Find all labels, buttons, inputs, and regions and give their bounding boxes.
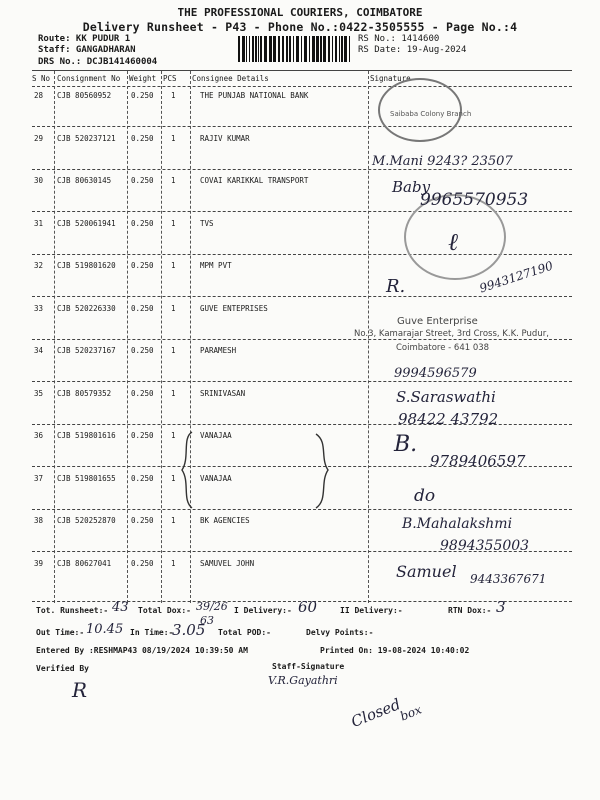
barcode-bar	[264, 36, 267, 62]
table-row	[32, 346, 572, 386]
barcode-bar	[289, 36, 291, 62]
row-pcs: 1	[171, 261, 176, 270]
row-weight: 0.250	[131, 474, 154, 483]
handwritten-signature: ℓ	[448, 228, 458, 256]
row-sno: 35	[34, 389, 44, 398]
col-consignee: Consignee Details	[192, 74, 269, 83]
col-consignment: Consignment No	[57, 74, 121, 83]
barcode	[238, 36, 350, 62]
barcode-bar	[332, 36, 333, 62]
row-sno: 29	[34, 134, 44, 143]
row-sno: 32	[34, 261, 44, 270]
row-consignee: VANAJAA	[200, 474, 232, 483]
handwritten-signature: R.	[386, 276, 406, 297]
row-sno: 36	[34, 431, 44, 440]
table-header	[32, 74, 572, 86]
row-consignment: CJB 520237121	[57, 134, 116, 143]
out-time-value: 10.45	[86, 622, 124, 637]
staff-signature: V.R.Gayathri	[268, 674, 338, 687]
row-consignee: SAMUVEL JOHN	[200, 559, 255, 568]
handwritten-ditto: do	[414, 486, 436, 506]
row-consignee: VANAJAA	[200, 431, 232, 440]
total-dox-value: 39/26	[196, 600, 228, 613]
handwritten-phone: 9443367671	[470, 572, 547, 586]
barcode-bar	[328, 36, 330, 62]
handwritten-signature: B.	[394, 432, 418, 457]
entered-by: Entered By :RESHMAP43 08/19/2024 10:39:50 AM	[36, 646, 248, 655]
barcode-bar	[316, 36, 319, 62]
row-pcs: 1	[171, 389, 176, 398]
barcode-bar	[341, 36, 343, 62]
brace-mark	[176, 428, 336, 512]
barcode-bar	[242, 36, 245, 62]
handwritten-signature: S.Saraswathi	[396, 388, 496, 406]
closed-note-2: box	[398, 702, 424, 724]
handwritten-phone: 9943127190	[477, 258, 555, 296]
handwritten-phone: 9789406597	[430, 452, 526, 470]
row-divider	[32, 126, 572, 127]
tot-runsheet-value: 43	[112, 600, 129, 615]
rtn-dox-label: RTN Dox:-	[448, 606, 492, 615]
runsheet-title: Delivery Runsheet - P43 - Phone No.:0422-3505555 - Page No.:4	[82, 20, 518, 34]
row-weight: 0.250	[131, 261, 154, 270]
barcode-bar	[335, 36, 337, 62]
barcode-bar	[258, 36, 259, 62]
row-pcs: 1	[171, 219, 176, 228]
row-pcs: 1	[171, 431, 176, 440]
row-pcs: 1	[171, 346, 176, 355]
verifier-signature: R	[72, 678, 88, 702]
handwritten-signature: Samuel	[396, 562, 457, 581]
row-weight: 0.250	[131, 219, 154, 228]
handwritten-signature: M.Mani 9243? 23507	[372, 154, 513, 169]
row-consignment: CJB 80560952	[57, 91, 112, 100]
rtn-dox-value: 3	[496, 598, 506, 616]
row-consignee: PARAMESH	[200, 346, 237, 355]
row-consignee: TVS	[200, 219, 214, 228]
barcode-bar	[273, 36, 276, 62]
row-weight: 0.250	[131, 134, 154, 143]
ii-delivery-label: II Delivery:-	[340, 606, 403, 615]
row-divider	[32, 296, 572, 297]
barcode-bar	[349, 36, 350, 62]
row-consignment: CJB 520226330	[57, 304, 116, 313]
route-label: Route: KK PUDUR 1	[38, 34, 131, 44]
col-pcs: PCS	[163, 74, 177, 83]
row-sno: 34	[34, 346, 44, 355]
row-consignment: CJB 519801655	[57, 474, 116, 483]
handwritten-phone: 9994596579	[394, 366, 477, 381]
barcode-bar	[312, 36, 315, 62]
bank-stamp-text: Saibaba Colony Branch	[390, 110, 472, 118]
row-weight: 0.250	[131, 304, 154, 313]
col-sno: S No	[32, 74, 51, 83]
row-consignment: CJB 519801616	[57, 431, 116, 440]
row-sno: 39	[34, 559, 44, 568]
row-divider	[32, 339, 572, 340]
handwritten-phone: 98422 43792	[398, 410, 499, 428]
barcode-bar	[320, 36, 322, 62]
barcode-bar	[344, 36, 347, 62]
row-pcs: 1	[171, 134, 176, 143]
in-time-label: In Time:-	[130, 628, 174, 637]
row-weight: 0.250	[131, 559, 154, 568]
barcode-bar	[296, 36, 299, 62]
total-pod-label: Total POD:-	[218, 628, 271, 637]
row-consignment: CJB 520061941	[57, 219, 116, 228]
staff-label: Staff: GANGADHARAN	[38, 45, 136, 55]
i-delivery-value: 60	[298, 598, 318, 616]
row-consignment: CJB 80579352	[57, 389, 112, 398]
drs-number: DRS No.: DCJB141460004	[38, 57, 158, 67]
row-consignee: BK AGENCIES	[200, 516, 250, 525]
row-consignment: CJB 519801620	[57, 261, 116, 270]
row-sno: 30	[34, 176, 44, 185]
barcode-bar	[282, 36, 284, 62]
row-consignment: CJB 520237167	[57, 346, 116, 355]
guve-stamp-address: No.3, Kamarajar Street, 3rd Cross, K.K. Pudur,	[354, 329, 549, 339]
barcode-bar	[286, 36, 288, 62]
row-divider	[32, 169, 572, 170]
rs-date: RS Date: 19-Aug-2024	[358, 45, 467, 55]
row-weight: 0.250	[131, 176, 154, 185]
row-pcs: 1	[171, 516, 176, 525]
row-pcs: 1	[171, 91, 176, 100]
row-pcs: 1	[171, 304, 176, 313]
staff-signature-label: Staff-Signature	[272, 662, 345, 671]
row-consignee: SRINIVASAN	[200, 389, 246, 398]
col-weight: Weight	[129, 74, 157, 83]
total-dox-sum: 63	[200, 614, 214, 627]
tot-runsheet-label: Tot. Runsheet:-	[36, 606, 109, 615]
row-sno: 31	[34, 219, 44, 228]
row-sno: 28	[34, 91, 44, 100]
verified-by-label: Verified By	[36, 664, 89, 673]
printed-on: Printed On: 19-08-2024 10:40:02	[320, 646, 470, 655]
row-weight: 0.250	[131, 389, 154, 398]
guve-stamp-city: Coimbatore - 641 038	[396, 343, 490, 353]
row-consignment: CJB 80630145	[57, 176, 112, 185]
row-consignee: RAJIV KUMAR	[200, 134, 250, 143]
barcode-bar	[323, 36, 326, 62]
barcode-bar	[246, 36, 247, 62]
barcode-bar	[339, 36, 340, 62]
in-time-value: 3.05	[172, 621, 206, 639]
row-consignee: GUVE ENTEPRISES	[200, 304, 268, 313]
row-consignment: CJB 80627041	[57, 559, 112, 568]
barcode-bar	[293, 36, 294, 62]
barcode-bar	[252, 36, 254, 62]
handwritten-phone: 9894355003	[440, 538, 530, 554]
barcode-bar	[269, 36, 272, 62]
rs-number: RS No.: 1414600	[358, 34, 440, 44]
row-sno: 33	[34, 304, 44, 313]
row-weight: 0.250	[131, 346, 154, 355]
row-divider	[32, 381, 572, 382]
guve-stamp-name: Guve Enterprise	[397, 316, 478, 327]
row-weight: 0.250	[131, 91, 154, 100]
i-delivery-label: I Delivery:-	[234, 606, 292, 615]
closed-note: Closed	[348, 695, 403, 731]
table-top-border	[32, 70, 572, 71]
barcode-bar	[255, 36, 257, 62]
barcode-bar	[249, 36, 250, 62]
row-consignment: CJB 520252870	[57, 516, 116, 525]
barcode-bar	[304, 36, 307, 62]
row-sno: 38	[34, 516, 44, 525]
row-weight: 0.250	[131, 431, 154, 440]
delvy-points-label: Delvy Points:-	[306, 628, 374, 637]
total-dox-label: Total Dox:-	[138, 606, 191, 615]
row-consignee: MPM PVT	[200, 261, 232, 270]
row-sno: 37	[34, 474, 44, 483]
row-consignee: COVAI KARIKKAL TRANSPORT	[200, 176, 309, 185]
row-pcs: 1	[171, 176, 176, 185]
row-pcs: 1	[171, 474, 176, 483]
handwritten-phone: 9965570953	[420, 190, 529, 210]
table-row	[32, 91, 572, 131]
header-divider	[32, 86, 572, 87]
company-title: THE PROFESSIONAL COURIERS, COIMBATORE	[177, 6, 423, 19]
barcode-bar	[309, 36, 310, 62]
barcode-bar	[301, 36, 302, 62]
handwritten-signature: Baby	[392, 178, 431, 196]
handwritten-signature: B.Mahalakshmi	[402, 516, 513, 532]
row-consignee: THE PUNJAB NATIONAL BANK	[200, 91, 309, 100]
barcode-bar	[238, 36, 240, 62]
col-signature: Signature	[370, 74, 411, 83]
barcode-bar	[260, 36, 262, 62]
barcode-bar	[278, 36, 280, 62]
out-time-label: Out Time:-	[36, 628, 85, 637]
row-pcs: 1	[171, 559, 176, 568]
row-weight: 0.250	[131, 516, 154, 525]
